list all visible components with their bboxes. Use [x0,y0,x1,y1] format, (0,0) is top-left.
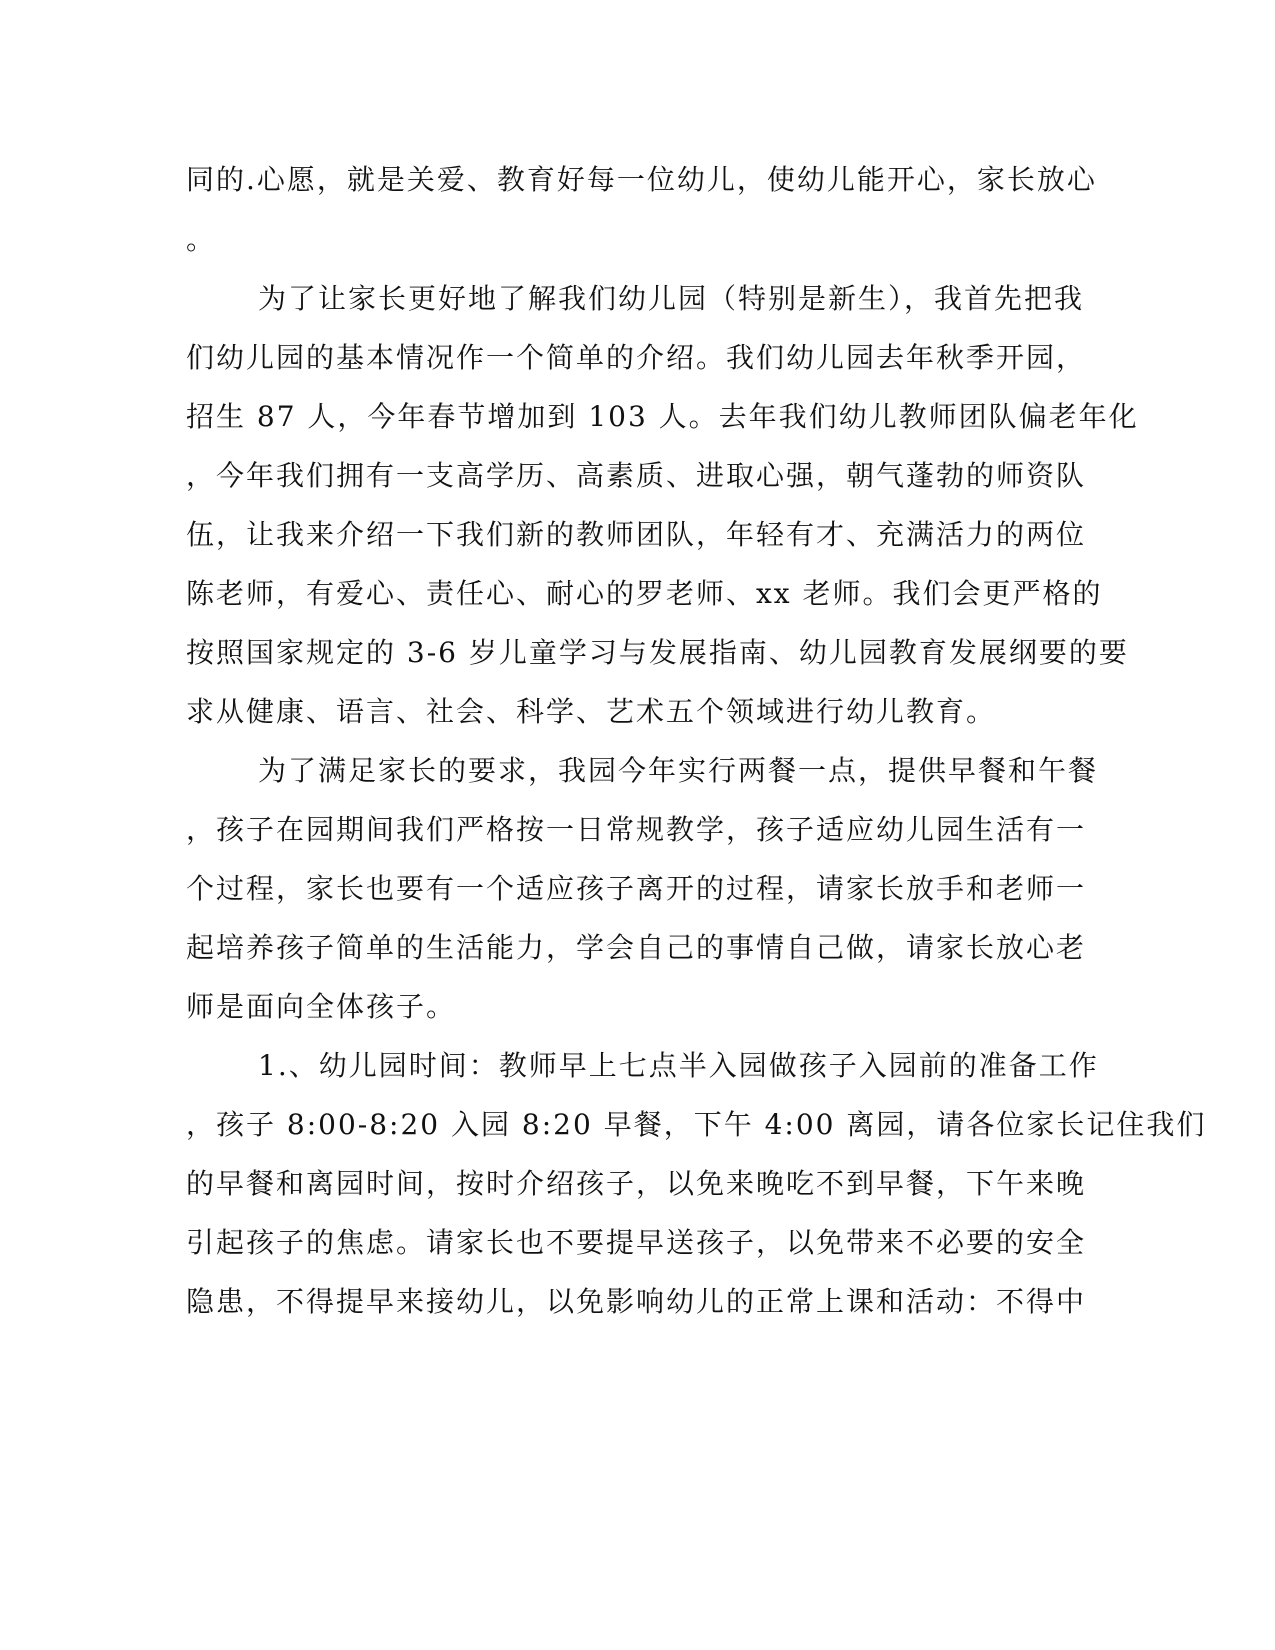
text-line: 隐患，不得提早来接幼儿，以免影响幼儿的正常上课和活动：不得中 [186,1285,1087,1318]
paragraph-first-line: 1.、幼儿园时间：教师早上七点半入园做孩子入园前的准备工作 [258,1049,1099,1082]
paragraph-first-line: 为了让家长更好地了解我们幼儿园（特别是新生），我首先把我 [258,282,1085,315]
paragraph-first-line: 为了满足家长的要求，我园今年实行两餐一点，提供早餐和午餐 [258,754,1099,787]
text-line: 师是面向全体孩子。 [186,990,457,1023]
text-line: 的早餐和离园时间，按时介绍孩子，以免来晚吃不到早餐，下午来晚 [186,1167,1087,1200]
text-line: 求从健康、语言、社会、科学、艺术五个领域进行幼儿教育。 [186,695,997,728]
text-line: ，孩子 8:00-8:20 入园 8:20 早餐，下午 4:00 离园，请各位家长记住我们 [186,1108,1207,1141]
text-line: 。 [186,223,217,256]
text-line: 同的.心愿，就是关爱、教育好每一位幼儿，使幼儿能开心，家长放心 [186,163,1097,196]
text-line: 陈老师，有爱心、责任心、耐心的罗老师、xx 老师。我们会更严格的 [186,577,1103,610]
text-line: ，孩子在园期间我们严格按一日常规教学，孩子适应幼儿园生活有一 [186,813,1087,846]
text-line: 们幼儿园的基本情况作一个简单的介绍。我们幼儿园去年秋季开园， [186,341,1087,374]
text-line: 按照国家规定的 3-6 岁儿童学习与发展指南、幼儿园教育发展纲要的要 [186,636,1129,669]
text-line: 个过程，家长也要有一个适应孩子离开的过程，请家长放手和老师一 [186,872,1087,905]
text-line: 引起孩子的焦虑。请家长也不要提早送孩子，以免带来不必要的安全 [186,1226,1087,1259]
text-line: 伍，让我来介绍一下我们新的教师团队，年轻有才、充满活力的两位 [186,518,1087,551]
text-line: 招生 87 人，今年春节增加到 103 人。去年我们幼儿教师团队偏老年化 [186,400,1139,433]
text-line: 起培养孩子简单的生活能力，学会自己的事情自己做，请家长放心老 [186,931,1087,964]
text-line: ，今年我们拥有一支高学历、高素质、进取心强，朝气蓬勃的师资队 [186,459,1087,492]
